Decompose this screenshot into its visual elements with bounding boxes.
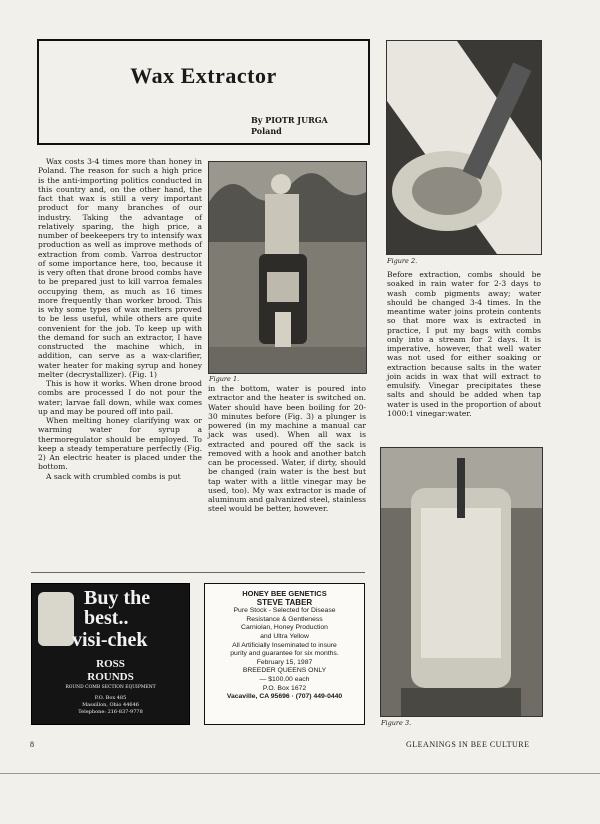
article-column-1 (38, 157, 202, 481)
thermoregulator-closeup-illustration (387, 41, 541, 254)
ad-line: purity and guarantee for six months. (230, 650, 339, 658)
ad-tagline: ROUND COMB SECTION EQUIPMENT (65, 685, 156, 690)
ad-line: — $100.00 each (259, 675, 310, 683)
ad-line: and Ultra Yellow (260, 632, 309, 640)
article-column-3: Before extraction, combs should be soaked in rain water for 2-3 days to wash comb pigments away; water should be changed 3-4 times. In the meantime water joins protein contents so that more wax is extracted in practice, I put my bags with combs only into a stream for 2 days. It is imperative, however, that well water was not used for either soaking or extraction because salts in the water join acids in wax that will extract to emulsify. Vinegar precipitates these salts and should be added when tap water is used in the proportion of about 1000:1 vinegar:water. (387, 270, 541, 418)
figure-2-caption: Figure 2. (387, 257, 418, 265)
ad-title-2: STEVE TABER (256, 597, 313, 607)
ad-line: Resistance & Gentleness (246, 615, 323, 623)
country: Poland (251, 126, 282, 136)
ad-divider (31, 572, 365, 573)
figure-1-photo (208, 161, 367, 374)
figure-2-photo (386, 40, 542, 255)
beekeeper-with-extractor-illustration (209, 162, 366, 373)
ad-line: February 15, 1987 (256, 658, 313, 666)
ad-line: P.O. Box 1672 (262, 684, 307, 692)
article-column-2: in the bottom, water is poured into extractor and the heater is switched on. Water should have been boiling for 20-30 minutes before (Fig. 3) a plunger is powered (in my machine a manual car jack was used). When all wax is extracted and poured off the sack is removed with a hook and another batch can be processed. Water, if dirty, should be changed (rain water is the best but tap water with a little vinegar may be used, too). My wax extractor is made of aluminum and galvanized steel, stainless steel would be better, however. (208, 384, 366, 514)
author: By PIOTR JURGA (251, 115, 328, 125)
figure-3-photo (380, 447, 543, 717)
ross-rounds-ad (31, 583, 190, 725)
ad-headline-3: visi-chek (72, 629, 148, 651)
article-title: Wax Extractor (130, 63, 277, 88)
ad-line: Vacaville, CA 95696 · (707) 449-0440 (226, 693, 343, 701)
byline (251, 115, 328, 137)
brand-name-2: ROUNDS (87, 671, 134, 683)
figure-3-caption: Figure 3. (381, 719, 412, 727)
paragraph: A sack with crumbled combs is put (46, 471, 181, 481)
paragraph: Wax costs 3-4 times more than honey in Poland. The reason for such a high price is the anti-importing politics conducted in this country and, on the other hand, the fact that wax is still a very important product for many branches of our industry. Taking the advantage of relatively sparing, the high price, a number of beekeepers try to intensify wax production as well as improve methods of extraction from comb. Varroa destructor of some importance here, too, because it is very often that drone brood combs have to be prepared just to kill varroa females occupying them, as much as 16 times more frequently than worker brood. This is why some types of wax melters proved to be less useful, while others are quite convenient for the job. To keep up with the demand for such an extractor, I have constructed the machine which, in addition, can serve as a wax-clarifier, water heater for making syrup and honey melter (decrystallizer). (Fig. 1) (38, 157, 202, 379)
wax-extractor-machine-illustration (381, 448, 542, 716)
title-box (37, 39, 370, 145)
ad-headline-2: best.. (84, 607, 129, 629)
honey-bee-genetics-ad (204, 583, 365, 725)
brand-name-1: ROSS (96, 658, 125, 670)
ad-line: Carniolan, Honey Production (241, 624, 328, 632)
ad-title-1: HONEY BEE GENETICS (242, 589, 327, 598)
ad-address-2: Massillon, Ohio 44646 (82, 702, 139, 708)
journal-name: GLEANINGS IN BEE CULTURE (406, 740, 530, 749)
ad-address (32, 695, 189, 716)
paragraph: This is how it works. When drone brood combs are processed I do not pour the water; larvae fall down, while wax comes up and may be poured off into pail. (38, 379, 202, 416)
ad-line: All Artificially Inseminated to insure (232, 641, 337, 649)
page-number: 8 (30, 740, 35, 749)
honey-section-icon (38, 592, 74, 646)
ad-phone: Telephone: 216-837-9778 (78, 709, 143, 715)
ad-line: Pure Stock - Selected for Disease (233, 607, 336, 615)
paragraph: When melting honey clarifying wax or warming water for syrup a thermoregulator should be employed. To keep a steady temperature perfectly (Fig. 2) An electric heater is placed under the bottom. (38, 416, 202, 472)
ad-address-1: P.O. Box 485 (94, 695, 127, 701)
figure-1-caption: Figure 1. (209, 375, 240, 383)
ad-headline-1: Buy the (84, 587, 151, 609)
page-edge (0, 773, 600, 774)
ad-line: BREEDER QUEENS ONLY (242, 667, 327, 675)
